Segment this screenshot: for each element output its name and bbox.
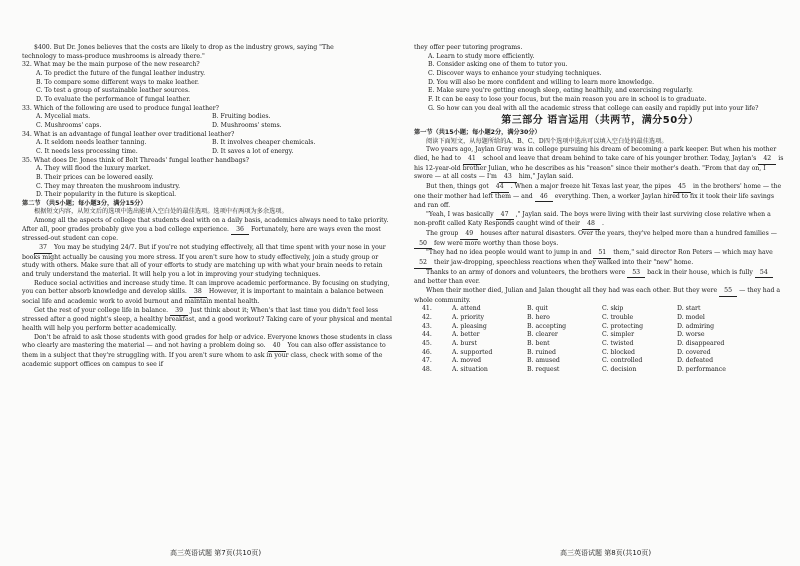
blank-39[interactable]: 39 [170,307,188,317]
choice-row-44: 44. A. better B. clearer C. simpler D. worse [422,331,705,339]
blank-54[interactable]: 54 [755,269,773,279]
option-row: A. Mycelial mats. B. Fruiting bodies. [36,113,271,121]
blank-43[interactable]: 43 [499,173,517,183]
blank-40[interactable]: 40 [268,342,286,352]
blank-41[interactable]: 41 [463,155,481,165]
blank-38[interactable]: 38 [189,288,207,298]
option-row: C. It needs less processing time. D. It saves a lot of energy. [36,147,294,155]
page-footer-8: 高三英语试题 第8页(共10页) [560,549,652,557]
blank-46[interactable]: 46 [535,193,553,203]
choice-option: C. Discover ways to enhance your studying techniques. [428,69,602,77]
choice-option: D. You will also be more confident and willing to learn more knowledge. [428,78,655,86]
blank-42[interactable]: 42 [758,155,776,165]
blank-48[interactable]: 48 [582,220,600,230]
option-row: A. It seldom needs leather tanning. B. It involves cheaper chemicals. [36,139,316,147]
blank-45[interactable]: 45 [673,183,691,193]
blank-36[interactable]: 36 [231,226,249,236]
paragraph-2: 37 You may be studying 24/7. But if you're not studying effectively, all that time spent with your nose in your books might actually be causing you more stress. If you aren't sure how to study effectively, join a study group or study with others. Make sure that all of your efforts to study are matching up with what your brain needs to retain and truly understand the material. It will help you a lot in improving your studying techniques. [22,244,386,279]
blank-44[interactable]: 44 [491,183,509,193]
option: B. Their prices can be lowered easily. [36,173,154,181]
choice-option: E. Make sure you're getting enough sleep, eating healthily, and exercising regularly. [428,87,693,95]
blank-51[interactable]: 51 [593,249,611,259]
blank-50[interactable]: 50 [414,240,432,250]
option: D. To evaluate the performance of fungal leather. [36,95,191,103]
question-32: 32. What may be the main purpose of the new research? [22,61,200,69]
choice-row-45: 45. A. burst B. bent C. twisted D. disappeared [422,340,725,347]
left-column [22,44,392,369]
blank-49[interactable]: 49 [460,230,478,240]
section-1-title: 第一节（共15小题；每小题2分，满分30分） [414,128,541,136]
paragraph-4: Get the rest of your college life in balance. 39 Just think about it; When's that last time you didn't feel less stressed after a good night's sleep, a healthy breakfast, and a good workout? Taking care of your physical and mental health will help you perform better academically. [22,306,392,332]
choice-row-42: 42. A. priority B. hero C. trouble D. model [422,314,705,322]
cloze-choices [414,305,786,374]
paragraph-5: Don't be afraid to ask those students with good grades for help or advice. Everyone knows those students in class who clearly are mastering the material — and not having a problem doing so. 40 You can also offer assistance to them in a subject that they're struggling with. If you aren't sure whom to ask in your class, check with some of the academic support offices on campus to see if [22,333,393,368]
question-35: 35. What does Dr. Jones think of Bolt Threads' fungal leather handbags? [22,156,249,164]
option: C. They may threaten the mushroom industry. [36,182,181,190]
option: C. To test a group of sustainable leather sources. [36,87,190,95]
blank-53[interactable]: 53 [627,269,645,279]
choice-row-41: 41. A. attend B. quit C. skip D. start [422,305,701,313]
blank-37[interactable]: 37 [34,244,52,254]
part-3-title: 第三部分 语言运用（共两节，满分50分） [501,115,699,127]
choice-row-48: 48. A. situation B. request C. decision D. performance [422,365,726,373]
option: A. They will flood the luxury market. [36,165,151,173]
choice-row-46: 46. A. supported B. ruined C. blocked D. covered [422,348,711,356]
blank-47[interactable]: 47 [496,211,514,221]
cloze-paragraph-7: When their mother died, Julian and Jalan thought all they had was each other. But they were 55 — they had a whole community. [414,287,781,304]
question-33: 33. Which of the following are used to produce fungal leather? [22,104,219,112]
cloze-paragraph-3: "Yeah, I was basically 47 ," Jaylan said. The boys were living with their last surviving close relative when a non-profit called Katy Responds caught wind of their 48 . [414,211,786,230]
choice-row-43: 43. A. pleasing B. accepting C. protecting D. admiring [422,322,715,330]
choice-option: F. It can be easy to lose your focus, but the main reason you are in school is to graduate. [428,95,707,103]
blank-52[interactable]: 52 [414,259,432,269]
option: A. To predict the future of the fungal leather industry. [36,69,206,77]
paragraph-3: Reduce social activities and increase study time. It can improve academic performance. By focusing on studying, you can better absorb knowledge and develop skills. 38 However, it is important to maintain a balance between social life and academic work to avoid burnout and maintain mental health. [22,279,390,306]
choice-row-47: 47. A. moved B. amused C. controlled D. defeated [422,357,714,365]
section-2-title: 第二节 （共5小题；每小题3分，满分15分） [22,199,147,207]
option-row: C. Mushrooms' caps. D. Mushrooms' stems. [36,121,282,129]
cloze-paragraph-5: "They had no idea people would want to jump in and 51 them," said director Ron Peters — which may have 52 their jaw-dropping, speechless reactions when they walked into their "new" home. [414,249,786,268]
passage-ending-2: technology to mass-produce mushrooms is already there." [22,52,205,60]
blank-55[interactable]: 55 [719,287,737,297]
section-1-instructions: 阅读下面短文，从每题所给的A、B、C、D四个选项中选出可以填入空白处的最佳选项。 [426,137,668,145]
question-34: 34. What is an advantage of fungal leather over traditional leather? [22,130,235,138]
option: B. To compare some different ways to make leather. [36,78,200,86]
passage-ending: $400. But Dr. Jones believes that the costs are likely to drop as the industry grows, saying "The [34,44,334,51]
cloze-paragraph-6: Thanks to an army of donors and volunteers, the brothers were 53 back in their house, which is fully 54 and better than ever. [414,269,786,287]
cloze-paragraph-2: But then, things got 44 . When a major freeze hit Texas last year, the pipes 45 in the brothers' home — the one their mother had left them — and 46 everything. Then, a worker Jaylan hired to fix it took their life savings and ran off. [414,182,782,210]
choice-option: B. Consider asking one of them to tutor you. [428,61,568,69]
choice-option: G. So how can you deal with all the academic stress that college can easily and rapidly put into your life? [428,104,759,112]
choice-option: A. Learn to study more efficiently. [428,52,535,60]
right-column [414,44,786,375]
option: D. Their popularity in the future is skeptical. [36,191,177,199]
section-2-instructions: 根据短文内容，从短文后的选项中选出能填入空白处的最佳选项。选项中有两项为多余选项。 [34,208,288,216]
cloze-paragraph-4: The group 49 houses after natural disasters. Over the years, they've helped more than a hundred families — 50 few were more worthy than those boys. [414,230,786,249]
paragraph-1: Among all the aspects of college that students deal with on a daily basis, academics always need to take priority. After all, poor grades probably give you a bad college experience. 36 Fortunately, here are ways even the most stressed-out student can cope. [22,217,389,243]
page-footer-7: 高三英语试题 第7页(共10页) [170,549,262,557]
passage-continuation: they offer peer tutoring programs. [414,44,523,51]
cloze-paragraph-1: Two years ago, Jaylan Gray was in college pursuing his dream of becoming a park keeper. But when his mother died, he had to 41 school and leave that dream behind to take care of his younger brother. Today, Jaylan's 42 is his 12-year-old brother Julian, who he describes as his "reason" since their mother's death. "From that day on, I swore — at all costs — I'm 43 him," Jaylan said. [414,146,786,183]
